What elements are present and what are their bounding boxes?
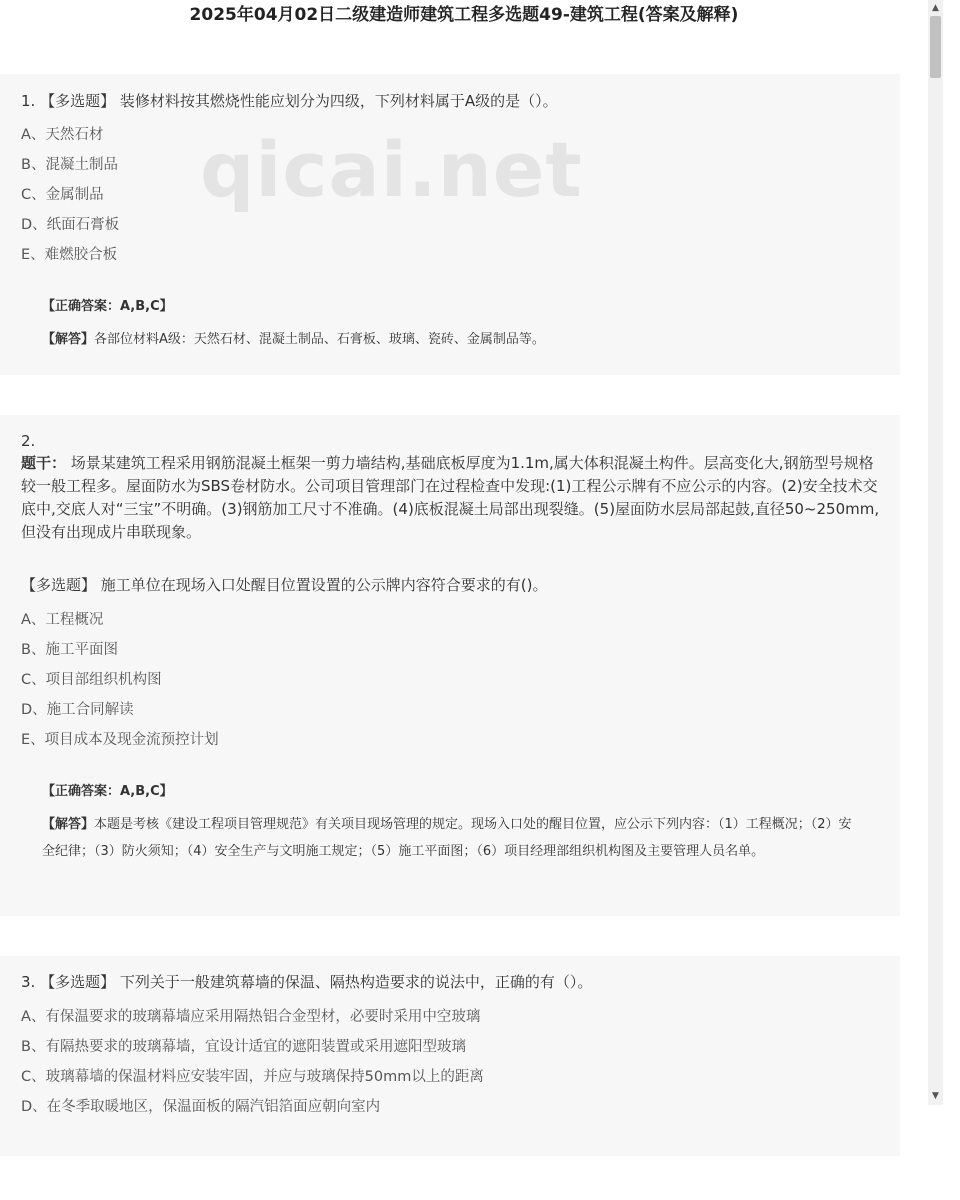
question-card-1 — [0, 74, 900, 375]
watermark: qicai.net — [200, 125, 583, 214]
vertical-scrollbar[interactable] — [928, 0, 943, 1105]
question-card-2 — [0, 415, 900, 916]
scroll-thumb[interactable] — [930, 16, 941, 78]
options-list — [21, 1002, 484, 1122]
option-e[interactable]: E、难燃胶合板 — [21, 247, 118, 263]
option-d[interactable]: D、施工合同解读 — [21, 702, 134, 718]
analysis-text: 各部位材料A级：天然石材、混凝土制品、石膏板、玻璃、瓷砖、金属制品等。 — [94, 332, 545, 347]
scroll-up-icon[interactable]: ▲ — [932, 3, 939, 13]
scroll-down-icon[interactable]: ▼ — [932, 1091, 939, 1101]
option-b[interactable]: B、施工平面图 — [21, 642, 118, 658]
question-type: 【多选题】 — [40, 973, 116, 991]
question-stem — [21, 452, 900, 544]
analysis-label: 【解答】 — [42, 332, 95, 347]
analysis — [21, 326, 571, 353]
options-list — [21, 605, 219, 755]
question-header — [21, 90, 558, 112]
analysis-text: 本题是考核《建设工程项目管理规范》有关项目现场管理的规定。现场入口处的醒目位置，应公示下列内容：（1）工程概况；（2）安全纪律；（3）防火须知；（4）安全生产与文明施工规定；（5）施工平面图；（6）项目经理部组织机构图及主要管理人员名单。 — [42, 817, 852, 859]
correct-answer: 【正确答案：A,B,C】 — [42, 784, 173, 799]
option-a[interactable]: A、有保温要求的玻璃幕墙应采用隔热铝合金型材，必要时采用中空玻璃 — [21, 1009, 481, 1025]
question-type: 【多选题】 — [40, 92, 116, 110]
stem-text: 场景某建筑工程采用钢筋混凝土框架一剪力墙结构,基础底板厚度为1.1m,属大体积混凝土构件。层高变化大,钢筋型号规格较一般工程多。屋面防水为SBS卷材防水。公司项目管理部门在过程检查中发现:(1)工程公示牌有不应公示的内容。(2)安全技术交底中,交底人对“三宝”不明确。(3)钢筋加工尺寸不准确。(4)底板混凝土局部出现裂缝。(5)屋面防水层局部起鼓,直径50~250mm,但没有出现成片串联现象。 — [21, 454, 880, 541]
option-d[interactable]: D、在冬季取暖地区，保温面板的隔汽铝箔面应朝向室内 — [21, 1099, 381, 1115]
option-a[interactable]: A、工程概况 — [21, 612, 104, 628]
question-text: 装修材料按其燃烧性能应划分为四级，下列材料属于A级的是（）。 — [119, 92, 558, 110]
analysis — [21, 811, 886, 865]
option-b[interactable]: B、有隔热要求的玻璃幕墙，宜设计适宜的遮阳装置或采用遮阳型玻璃 — [21, 1039, 466, 1055]
question-header — [21, 574, 548, 596]
question-text: 施工单位在现场入口处醒目位置设置的公示牌内容符合要求的有()。 — [100, 576, 548, 594]
question-header — [21, 971, 592, 993]
correct-answer: 【正确答案：A,B,C】 — [42, 299, 173, 314]
option-a[interactable]: A、天然石材 — [21, 127, 104, 143]
option-c[interactable]: C、玻璃幕墙的保温材料应安装牢固，并应与玻璃保持50mm以上的距离 — [21, 1069, 484, 1085]
stem-label: 题干： — [21, 454, 67, 472]
option-c[interactable]: C、金属制品 — [21, 187, 104, 203]
question-number: 2. — [21, 432, 36, 450]
option-c[interactable]: C、项目部组织机构图 — [21, 672, 162, 688]
option-d[interactable]: D、纸面石膏板 — [21, 217, 120, 233]
options-list — [21, 120, 119, 270]
analysis-label: 【解答】 — [42, 817, 95, 832]
option-b[interactable]: B、混凝土制品 — [21, 157, 118, 173]
question-type: 【多选题】 — [21, 576, 97, 594]
question-number: 3. — [21, 973, 36, 991]
question-text: 下列关于一般建筑幕墙的保温、隔热构造要求的说法中，正确的有（）。 — [119, 973, 593, 991]
question-card-3 — [0, 956, 900, 1156]
question-number: 1. — [21, 92, 36, 110]
option-e[interactable]: E、项目成本及现金流预控计划 — [21, 732, 219, 748]
page-title: 2025年04月02日二级建造师建筑工程多选题49-建筑工程(答案及解释) — [189, 5, 739, 25]
